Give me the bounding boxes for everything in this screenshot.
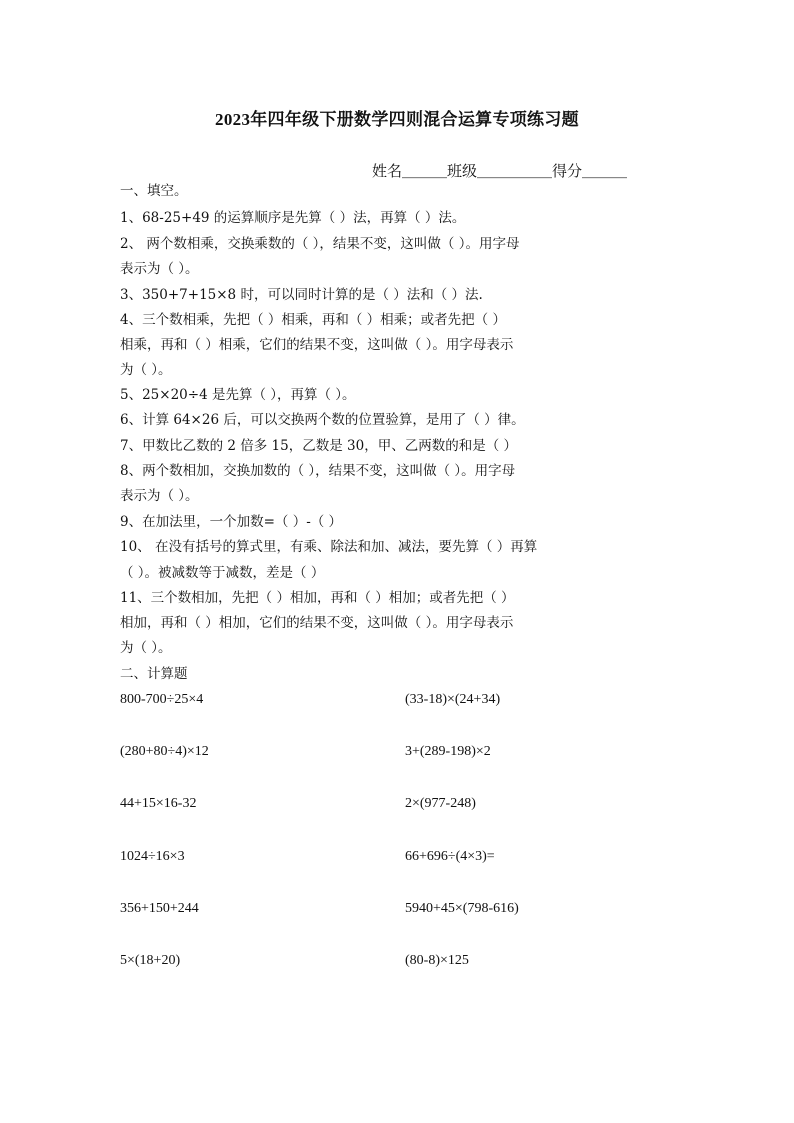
calc-problem: 1024÷16×3 — [120, 849, 185, 864]
calc-problem: (280+80÷4)×12 — [120, 744, 209, 759]
question-line: 7、甲数比乙数的 2 倍多 15，乙数是 30，甲、乙两数的和是（ ） — [120, 438, 517, 454]
calc-problem: 5×(18+20) — [120, 953, 181, 968]
calc-problem: 3+(289-198)×2 — [405, 744, 491, 759]
question-line: 为（ ）。 — [120, 640, 172, 656]
question-line: 相乘，再和（ ）相乘，它们的结果不变，这叫做（ ）。用字母表示 — [120, 337, 514, 353]
student-info-line: 姓名＿＿＿班级＿＿＿＿＿得分＿＿＿ — [372, 162, 628, 180]
question-line: 3、350+7+15×8 时，可以同时计算的是（ ）法和（ ）法. — [120, 287, 483, 303]
calc-problem: 5940+45×(798-616) — [405, 901, 519, 916]
question-line: 2、 两个数相乘，交换乘数的（ ），结果不变，这叫做（ ）。用字母 — [120, 236, 520, 252]
question-line: 8、两个数相加，交换加数的（ ），结果不变，这叫做（ ）。用字母 — [120, 463, 516, 479]
page-title: 2023年四年级下册数学四则混合运算专项练习题 — [215, 110, 579, 129]
section-heading-fill-blank: 一、填空。 — [120, 183, 188, 199]
question-line: 表示为（ ）。 — [120, 261, 199, 277]
question-line: 9、在加法里，一个加数=（ ）-（ ） — [120, 514, 343, 530]
calc-problem: 66+696÷(4×3)= — [405, 849, 495, 864]
question-line: 1、68-25+49 的运算顺序是先算（ ）法，再算（ ）法。 — [120, 210, 466, 226]
calc-problem: 800-700÷25×4 — [120, 692, 204, 707]
question-line: 5、25×20÷4 是先算（ ），再算（ ）。 — [120, 387, 356, 403]
question-line: 相加，再和（ ）相加，它们的结果不变，这叫做（ ）。用字母表示 — [120, 615, 514, 631]
question-line: 4、三个数相乘，先把（ ）相乘，再和（ ）相乘；或者先把（ ） — [120, 312, 506, 328]
question-line: 6、计算 64×26 后，可以交换两个数的位置验算，是用了（ ）律。 — [120, 412, 525, 428]
question-line: 为（ ）。 — [120, 362, 172, 378]
calc-problem: (80-8)×125 — [405, 953, 469, 968]
calc-problem: 356+150+244 — [120, 901, 199, 916]
question-line: （ ）。被减数等于减数，差是（ ） — [120, 565, 325, 581]
question-line: 表示为（ ）。 — [120, 488, 199, 504]
question-line: 11、三个数相加，先把（ ）相加，再和（ ）相加；或者先把（ ） — [120, 590, 515, 606]
calc-problem: 2×(977-248) — [405, 796, 476, 811]
question-line: 10、 在没有括号的算式里，有乘、除法和加、减法，要先算（ ）再算 — [120, 539, 538, 555]
calc-problem: (33-18)×(24+34) — [405, 692, 501, 707]
calc-problem: 44+15×16-32 — [120, 796, 197, 811]
section-heading-calculation: 二、计算题 — [120, 666, 188, 682]
